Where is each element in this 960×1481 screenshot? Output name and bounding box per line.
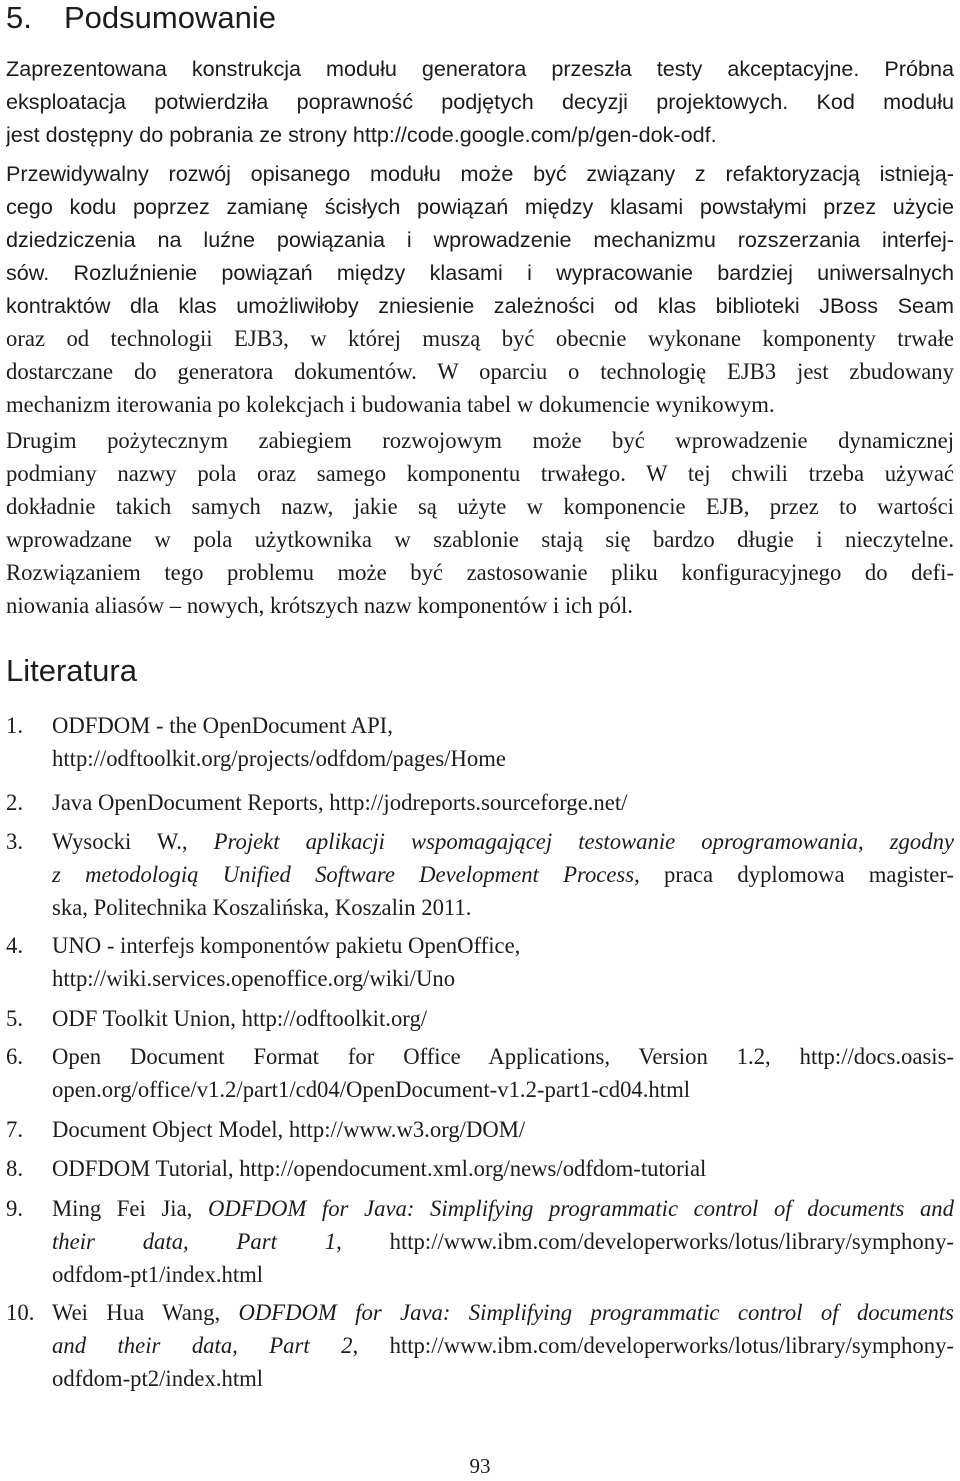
reference-line (52, 962, 954, 996)
reference-text: open.org/office/v1.2/part1/cd04/OpenDocument-v1.2-part1-cd04.html (52, 1077, 691, 1102)
reference-line (52, 858, 954, 892)
reference-text: , praca dyplomowa magister- (634, 862, 954, 887)
reference-text: ODF Toolkit Union, http://odftoolkit.org/ (52, 1006, 428, 1031)
reference-line (52, 1192, 954, 1226)
paragraph-line: jest dostępny do pobrania ze strony http://code.google.com/p/gen-dok-odf. (6, 122, 717, 147)
reference-line (52, 1152, 954, 1186)
paragraph-line: Rozwiązaniem tego problemu może być zastosowanie pliku konfiguracyjnego do defi- (6, 560, 954, 585)
reference-line (52, 1002, 954, 1036)
reference-line (52, 742, 954, 776)
reference-number: 6. (6, 1044, 24, 1069)
reference-text: ska, Politechnika Koszalińska, Koszalin 2011. (52, 895, 472, 920)
reference-line (52, 1073, 954, 1107)
section-title: Podsumowanie (64, 0, 276, 35)
paragraph-line: podmiany nazwy pola oraz samego komponentu trwałego. W tej chwili trzeba używać (6, 461, 954, 486)
paragraph-line: eksploatacja potwierdziła poprawność podjętych decyzji projektowych. Kod modułu (6, 89, 954, 114)
paragraph-line: cego kodu poprzez zamianę ścisłych powiązań między klasami powstałymi przez użycie (6, 194, 954, 219)
reference-line (52, 1113, 954, 1147)
reference-text: Document Object Model, http://www.w3.org/DOM/ (52, 1117, 526, 1142)
paragraph-line: dostarczane do generatora dokumentów. W oparciu o technologię EJB3 jest zbudowany (6, 359, 954, 384)
reference-line (52, 1258, 954, 1292)
reference-text: Wei Hua Wang, (52, 1300, 239, 1325)
reference-line (52, 786, 954, 820)
reference-title-italic: and their data, Part 2 (52, 1333, 353, 1358)
reference-text: odfdom-pt2/index.html (52, 1366, 264, 1391)
reference-line (52, 1362, 954, 1396)
section-heading (6, 0, 276, 36)
reference-title-italic: z metodologią Unified Software Development Process (52, 862, 635, 887)
reference-text: UNO - interfejs komponentów pakietu OpenOffice, (52, 933, 521, 958)
reference-line (52, 1329, 954, 1363)
reference-line (52, 1225, 954, 1259)
reference-number: 5. (6, 1006, 24, 1031)
paragraph-line: dziedziczenia na luźne powiązania i wprowadzenie mechanizmu rozszerzania interfej- (6, 227, 954, 252)
paragraph-line: niowania aliasów – nowych, krótszych nazw komponentów i ich pól. (6, 593, 633, 618)
reference-line (52, 929, 954, 963)
reference-number: 9. (6, 1196, 24, 1221)
reference-number: 2. (6, 790, 24, 815)
reference-title-italic: their data, Part 1 (52, 1229, 337, 1254)
literature-heading: Literatura (6, 653, 137, 688)
reference-text: , http://www.ibm.com/developerworks/lotus/library/symphony- (336, 1229, 954, 1254)
paragraph-line: Drugim pożytecznym zabiegiem rozwojowym może być wprowadzenie dynamicznej (6, 428, 954, 453)
reference-text: odfdom-pt1/index.html (52, 1262, 264, 1287)
reference-line (52, 891, 954, 925)
reference-number: 7. (6, 1117, 24, 1142)
reference-number: 10. (6, 1300, 35, 1325)
paragraph-line: Zaprezentowana konstrukcja modułu generatora przeszła testy akceptacyjne. Próbna (6, 56, 954, 81)
reference-text: Open Document Format for Office Applications, Version 1.2, http://docs.oasis- (52, 1044, 954, 1069)
reference-number: 3. (6, 829, 24, 854)
reference-text: ODFDOM Tutorial, http://opendocument.xml.org/news/odfdom-tutorial (52, 1156, 707, 1181)
reference-title-italic: ODFDOM for Java: Simplifying programmatic control of documents (238, 1300, 954, 1325)
reference-text: ODFDOM - the OpenDocument API, (52, 713, 393, 738)
reference-line (52, 825, 954, 859)
reference-text: Wysocki W., (52, 829, 214, 854)
reference-text: , http://www.ibm.com/developerworks/lotus/library/symphony- (352, 1333, 954, 1358)
reference-number: 1. (6, 713, 24, 738)
reference-text: http://wiki.services.openoffice.org/wiki/Uno (52, 966, 456, 991)
section-number: 5. (6, 0, 32, 35)
paragraph-line: sów. Rozluźnienie powiązań między klasami i wypracowanie bardziej uniwersalnych (6, 260, 954, 285)
reference-text: Java OpenDocument Reports, http://jodreports.sourceforge.net/ (52, 790, 628, 815)
reference-line (52, 1040, 954, 1074)
reference-number: 4. (6, 933, 24, 958)
paragraph-line: mechanizm iterowania po kolekcjach i budowania tabel w dokumencie wynikowym. (6, 392, 775, 417)
page-number: 93 (469, 1454, 491, 1478)
paragraph-line: dokładnie takich samych nazw, jakie są użyte w komponencie EJB, przez to wartości (6, 494, 954, 519)
reference-text: http://odftoolkit.org/projects/odfdom/pages/Home (52, 746, 506, 771)
paragraph-line: wprowadzane w pola użytkownika w szablonie stają się bardzo długie i nieczytelne. (6, 527, 954, 552)
reference-line (52, 709, 954, 743)
reference-number: 8. (6, 1156, 24, 1181)
paragraph-line: kontraktów dla klas umożliwiłoby zniesienie zależności od klas biblioteki JBoss Seam (6, 293, 954, 318)
reference-title-italic: Projekt aplikacji wspomagającej testowanie oprogramowania, zgodny (213, 829, 954, 854)
reference-line (52, 1296, 954, 1330)
paragraph-line: oraz od technologii EJB3, w której muszą być obecnie wykonane komponenty trwałe (6, 326, 954, 351)
paragraph-line: Przewidywalny rozwój opisanego modułu może być związany z refaktoryzacją istnieją- (6, 161, 954, 186)
reference-text: Ming Fei Jia, (52, 1196, 208, 1221)
reference-title-italic: ODFDOM for Java: Simplifying programmatic control of documents and (207, 1196, 954, 1221)
